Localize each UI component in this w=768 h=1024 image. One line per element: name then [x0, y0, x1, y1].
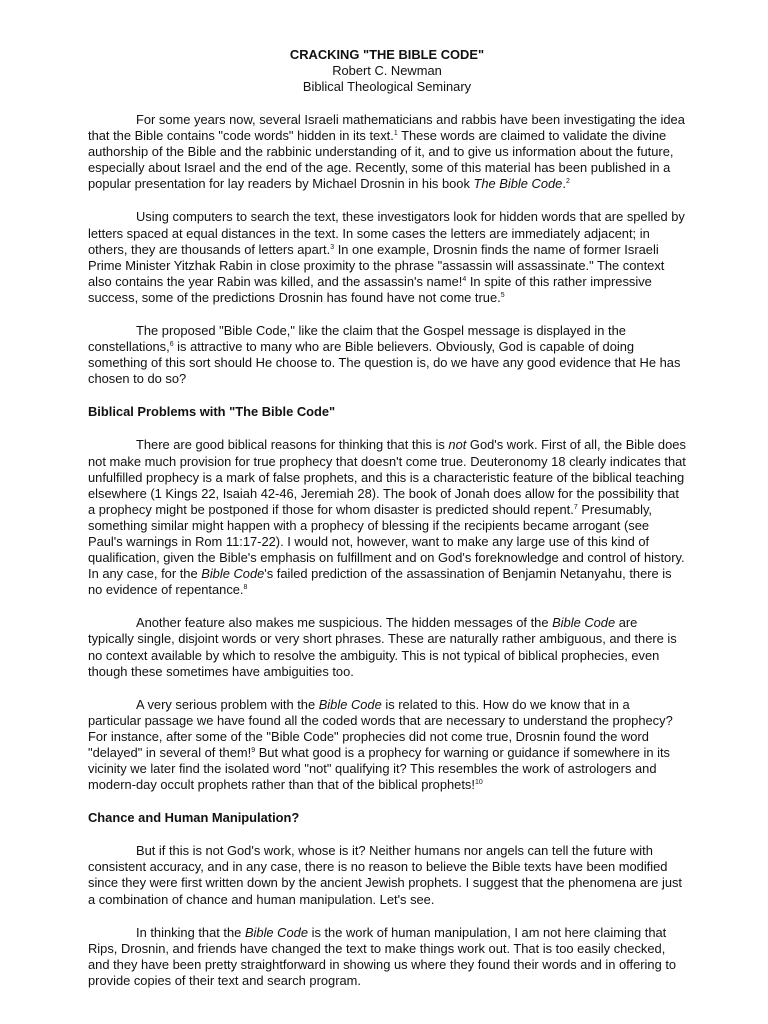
chance-paragraph-1: But if this is not God's work, whose is it? Neither humans nor angels can tell the future with consistent accuracy, and in any case, there is no reason to believe the Bible texts have been modified since they were first written down by the ancient Jewish prophets. I suggest that the phenomena are just a combination of chance and human manipulation. Let's see. — [88, 843, 683, 907]
intro-paragraph-3: The proposed "Bible Code," like the claim that the Gospel message is displayed in the constellations,$^6$ is attractive to many who are Bible believers. Obviously, God is capable of doing something of this sort should He choose to. The question is, do we have any good evidence that He has chosen to do so? — [88, 323, 681, 387]
section-heading-biblical-problems: Biblical Problems with "The Bible Code" — [88, 404, 336, 420]
book-title: Bible Code — [318, 696, 382, 712]
footnote-ref-7: 7 — [573, 503, 578, 511]
footnote-ref-10: 10 — [474, 779, 483, 787]
footnote-ref-6: 6 — [169, 341, 174, 349]
author-institution: Biblical Theological Seminary — [302, 79, 472, 94]
book-title: The Bible Code — [473, 176, 563, 192]
footnote-ref-5: 5 — [500, 291, 505, 299]
footnote-ref-1: 1 — [393, 130, 398, 138]
chance-paragraph-2: In thinking that the Bible Code is the work of human manipulation, I am not here claiming that Rips, Drosnin, and friends have changed the text to make things work out. That is too easily checked, and they have been pretty straightforward in showing us where they found their words and in offering to provide copies of their text and search program. — [88, 924, 677, 988]
intro-paragraph-2: Using computers to search the text, these investigators look for hidden words that are spelled by letters spaced at equal distances in the text. In some cases the letters are immediately adjacent; in others, they are thousands of letters apart.$^3$ In one example, Drosnin finds the name of former Israeli Prime Minister Yitzhak Rabin in close proximity to the phrase "assassin will assassinate." The context also contains the year Rabin was killed, and the assassin's name!$^4$ In spite of this rather impressive success, some of the predictions Drosnin has found have not come true.$^5$ — [88, 209, 685, 305]
section-heading-chance: Chance and Human Manipulation? — [88, 810, 300, 826]
footnote-ref-8: 8 — [243, 584, 248, 592]
document-header — [88, 47, 686, 95]
book-title: Bible Code — [201, 566, 265, 582]
book-title: Bible Code — [244, 924, 308, 940]
biblical-paragraph-2: Another feature also makes me suspicious. The hidden messages of the Bible Code are typically single, disjoint words or very short phrases. These are naturally rather ambiguous, and there is no context available by which to resolve the ambiguity. This is not typical of biblical prophecies, even though these sometimes have ambiguities too. — [88, 615, 677, 679]
author-name: Robert C. Newman — [332, 63, 442, 78]
document-title: CRACKING "THE BIBLE CODE" — [289, 47, 485, 62]
biblical-paragraph-3: A very serious problem with the Bible Code is related to this. How do we know that in a particular passage we have found all the coded words that are necessary to understand the prophecy? For instance, after some of the "Bible Code" prophecies did not come true, Drosnin found the word "delayed" in several of them!$^9$ But what good is a prophecy for warning or guidance if somewhere in its vicinity we later find the isolated word "not" qualifying it? This resembles the work of astrologers and modern-day occult prophets rather than that of the biblical prophets!$^{10}$ — [88, 696, 673, 793]
book-title: Bible Code — [552, 615, 616, 631]
intro-paragraph-1: For some years now, several Israeli mathematicians and rabbis have been investigating the idea that the Bible contains "code words" hidden in its text.$^1$ These words are claimed to validate the divine authorship of the Bible and the rabbinic understanding of it, and to give us information about the future, especially about Israel and the end of the age. Recently, some of this material has been published in a popular presentation for lay readers by Michael Drosnin in his book The Bible Code.$^2$ — [88, 112, 685, 192]
footnote-ref-9: 9 — [251, 747, 256, 754]
footnote-ref-2: 2 — [565, 178, 570, 186]
emphasis-not: not — [448, 437, 467, 453]
biblical-paragraph-1: There are good biblical reasons for thinking that this is not God's work. First of all, the Bible does not make much provision for true prophecy that doesn't come true. Deuteronomy 18 clearly indicates that unfulfilled prophecy is a mark of false prophets, and this is a characteristic feature of the biblical teaching elsewhere (1 Kings 22, Isaiah 42-46, Jeremiah 28). The book of Jonah does allow for the possibility that a prophecy might be postponed if those for whom disaster is predicted should repent.$^7$ Presumably, something similar might happen with a prophecy of blessing if the recipients became arrogant (see Paul's warnings in Rom 11:17-22). I would not, however, want to make any large use of this kind of qualification, given the Bible's emphasis on fulfillment and on God's foreknowledge and control of history. In any case, for the Bible Code's failed prediction of the assassination of Benjamin Netanyahu, there is no evidence of repentance.$^8$ — [88, 437, 686, 598]
footnote-ref-3: 3 — [330, 243, 335, 251]
footnote-ref-4: 4 — [462, 275, 467, 283]
